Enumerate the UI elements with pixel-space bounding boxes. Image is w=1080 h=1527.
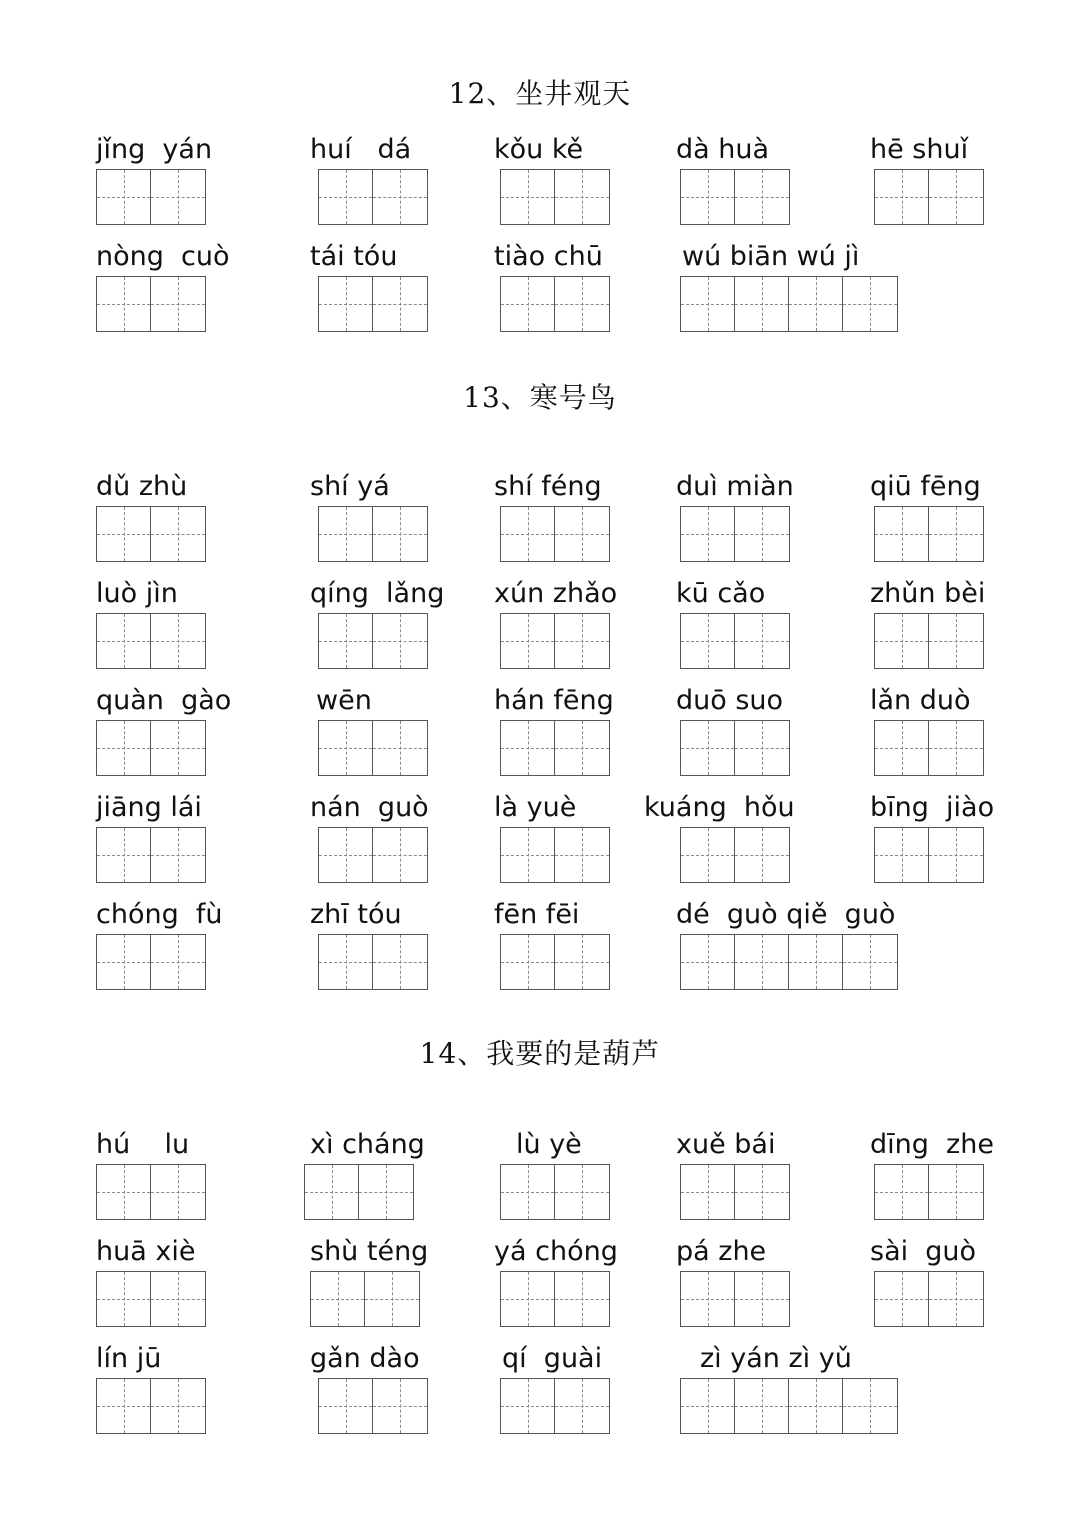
writing-grid[interactable] (318, 506, 428, 562)
writing-grid[interactable] (318, 169, 428, 225)
writing-cell[interactable] (555, 277, 609, 331)
writing-grid[interactable] (680, 1378, 898, 1434)
pinyin-label: shí féng (494, 471, 602, 502)
writing-cell[interactable] (97, 721, 151, 775)
pinyin-label: shù téng (310, 1236, 429, 1267)
writing-cell[interactable] (319, 935, 373, 989)
writing-cell[interactable] (151, 1379, 205, 1433)
writing-grid[interactable] (318, 720, 428, 776)
writing-cell[interactable] (373, 935, 427, 989)
writing-cell[interactable] (501, 1379, 555, 1433)
pinyin-label: qí guài (502, 1343, 603, 1374)
writing-cell[interactable] (373, 614, 427, 668)
pinyin-label: bīng jiào (870, 792, 995, 823)
pinyin-label: wēn (316, 685, 372, 716)
writing-cell[interactable] (151, 1165, 205, 1219)
pinyin-label: tiào chū (494, 241, 603, 272)
writing-cell[interactable] (373, 507, 427, 561)
writing-cell[interactable] (555, 1165, 609, 1219)
writing-cell[interactable] (681, 170, 735, 224)
writing-cell[interactable] (681, 614, 735, 668)
pinyin-label: xì cháng (310, 1129, 425, 1160)
pinyin-label: dé guò qiě guò (676, 899, 896, 930)
writing-cell[interactable] (151, 614, 205, 668)
writing-cell[interactable] (555, 828, 609, 882)
writing-cell[interactable] (97, 935, 151, 989)
pinyin-label: dīng zhe (870, 1129, 994, 1160)
writing-cell[interactable] (501, 170, 555, 224)
writing-cell[interactable] (735, 170, 789, 224)
writing-grid[interactable] (500, 934, 610, 990)
writing-cell[interactable] (501, 614, 555, 668)
writing-cell[interactable] (373, 277, 427, 331)
pinyin-label: qíng lǎng (310, 578, 445, 609)
writing-cell[interactable] (319, 507, 373, 561)
writing-grid[interactable] (96, 506, 206, 562)
writing-cell[interactable] (151, 170, 205, 224)
writing-grid[interactable] (680, 506, 790, 562)
writing-cell[interactable] (501, 1272, 555, 1326)
pinyin-label: zhī tóu (310, 899, 402, 930)
writing-grid[interactable] (874, 169, 984, 225)
pinyin-label: lǎn duò (870, 685, 971, 716)
writing-cell[interactable] (929, 1165, 983, 1219)
writing-cell[interactable] (875, 170, 929, 224)
pinyin-label: dǔ zhù (96, 471, 188, 502)
writing-cell[interactable] (365, 1272, 419, 1326)
pinyin-label: yá chóng (494, 1236, 618, 1267)
writing-cell[interactable] (151, 721, 205, 775)
writing-cell[interactable] (843, 277, 897, 331)
writing-cell[interactable] (681, 828, 735, 882)
pinyin-label: sài guò (870, 1236, 977, 1267)
writing-cell[interactable] (875, 1272, 929, 1326)
writing-grid[interactable] (680, 1164, 790, 1220)
pinyin-label: lù yè (516, 1129, 582, 1160)
writing-grid[interactable] (96, 934, 206, 990)
pinyin-label: zhǔn bèi (870, 578, 986, 609)
writing-grid[interactable] (500, 276, 610, 332)
writing-grid[interactable] (680, 169, 790, 225)
writing-cell[interactable] (875, 721, 929, 775)
pinyin-label: zì yán zì yǔ (700, 1343, 852, 1374)
pinyin-label: jiāng lái (96, 792, 202, 823)
writing-cell[interactable] (319, 721, 373, 775)
writing-cell[interactable] (735, 721, 789, 775)
writing-grid[interactable] (500, 613, 610, 669)
pinyin-label: xuě bái (676, 1129, 776, 1160)
writing-cell[interactable] (151, 935, 205, 989)
writing-cell[interactable] (319, 828, 373, 882)
writing-cell[interactable] (789, 935, 843, 989)
writing-grid[interactable] (500, 720, 610, 776)
writing-grid[interactable] (680, 720, 790, 776)
section-heading: 12、坐井观天 (448, 77, 632, 110)
writing-cell[interactable] (97, 1379, 151, 1433)
writing-cell[interactable] (789, 1379, 843, 1433)
writing-cell[interactable] (319, 277, 373, 331)
writing-cell[interactable] (151, 1272, 205, 1326)
writing-cell[interactable] (875, 1165, 929, 1219)
writing-grid[interactable] (680, 827, 790, 883)
writing-cell[interactable] (311, 1272, 365, 1326)
writing-cell[interactable] (681, 277, 735, 331)
writing-cell[interactable] (555, 614, 609, 668)
writing-grid[interactable] (680, 613, 790, 669)
writing-cell[interactable] (843, 1379, 897, 1433)
pinyin-label: huí dá (310, 134, 412, 165)
writing-cell[interactable] (97, 507, 151, 561)
writing-cell[interactable] (681, 1165, 735, 1219)
writing-cell[interactable] (789, 277, 843, 331)
pinyin-label: hán fēng (494, 685, 614, 716)
writing-cell[interactable] (97, 828, 151, 882)
pinyin-label: chóng fù (96, 899, 223, 930)
writing-cell[interactable] (359, 1165, 413, 1219)
writing-grid[interactable] (318, 1378, 428, 1434)
writing-grid[interactable] (310, 1271, 420, 1327)
writing-grid[interactable] (96, 720, 206, 776)
writing-grid[interactable] (318, 827, 428, 883)
pinyin-label: shí yá (310, 471, 390, 502)
writing-grid[interactable] (500, 1164, 610, 1220)
writing-grid[interactable] (500, 1378, 610, 1434)
writing-cell[interactable] (501, 277, 555, 331)
writing-grid[interactable] (96, 1271, 206, 1327)
pinyin-label: xún zhǎo (494, 578, 618, 609)
writing-grid[interactable] (96, 1164, 206, 1220)
pinyin-label: fēn fēi (494, 899, 580, 930)
writing-cell[interactable] (501, 828, 555, 882)
writing-cell[interactable] (681, 507, 735, 561)
writing-cell[interactable] (735, 828, 789, 882)
pinyin-label: kū cǎo (676, 578, 766, 609)
writing-cell[interactable] (373, 170, 427, 224)
pinyin-label: là yuè (494, 792, 577, 823)
pinyin-label: luò jìn (96, 578, 178, 609)
writing-grid[interactable] (874, 613, 984, 669)
pinyin-label: huā xiè (96, 1236, 196, 1267)
writing-cell[interactable] (555, 935, 609, 989)
writing-grid[interactable] (680, 1271, 790, 1327)
pinyin-label: duì miàn (676, 471, 794, 502)
writing-grid[interactable] (304, 1164, 414, 1220)
writing-grid[interactable] (318, 934, 428, 990)
pinyin-label: wú biān wú jì (682, 241, 860, 272)
writing-cell[interactable] (555, 507, 609, 561)
writing-cell[interactable] (681, 1272, 735, 1326)
writing-cell[interactable] (501, 935, 555, 989)
pinyin-label: tái tóu (310, 241, 398, 272)
writing-cell[interactable] (875, 507, 929, 561)
writing-cell[interactable] (151, 277, 205, 331)
pinyin-label: hē shuǐ (870, 134, 969, 165)
writing-cell[interactable] (929, 507, 983, 561)
writing-cell[interactable] (151, 828, 205, 882)
writing-cell[interactable] (555, 170, 609, 224)
writing-cell[interactable] (555, 721, 609, 775)
pinyin-label: qiū fēng (870, 471, 981, 502)
pinyin-label: dà huà (676, 134, 770, 165)
pinyin-label: duō suo (676, 685, 784, 716)
pinyin-label: nòng cuò (96, 241, 230, 272)
section-heading: 14、我要的是葫芦 (419, 1037, 661, 1070)
writing-cell[interactable] (929, 721, 983, 775)
writing-grid[interactable] (874, 1271, 984, 1327)
pinyin-label: gǎn dào (310, 1343, 420, 1374)
writing-cell[interactable] (151, 507, 205, 561)
writing-cell[interactable] (501, 507, 555, 561)
writing-grid[interactable] (500, 1271, 610, 1327)
writing-grid[interactable] (500, 169, 610, 225)
writing-grid[interactable] (96, 827, 206, 883)
writing-cell[interactable] (97, 1272, 151, 1326)
writing-cell[interactable] (929, 828, 983, 882)
writing-cell[interactable] (735, 935, 789, 989)
writing-cell[interactable] (555, 1379, 609, 1433)
writing-cell[interactable] (305, 1165, 359, 1219)
writing-grid[interactable] (874, 506, 984, 562)
writing-cell[interactable] (875, 828, 929, 882)
writing-grid[interactable] (318, 276, 428, 332)
writing-cell[interactable] (319, 1379, 373, 1433)
writing-cell[interactable] (735, 1165, 789, 1219)
pinyin-label: quàn gào (96, 685, 232, 716)
pinyin-label: kǒu kě (494, 134, 584, 165)
writing-cell[interactable] (735, 277, 789, 331)
writing-grid[interactable] (96, 613, 206, 669)
writing-cell[interactable] (929, 170, 983, 224)
writing-cell[interactable] (843, 935, 897, 989)
writing-cell[interactable] (501, 721, 555, 775)
pinyin-label: jǐng yán (96, 134, 213, 165)
writing-grid[interactable] (500, 506, 610, 562)
writing-grid[interactable] (874, 720, 984, 776)
pinyin-label: nán guò (310, 792, 429, 823)
writing-cell[interactable] (319, 170, 373, 224)
pinyin-label: kuáng hǒu (644, 792, 795, 823)
writing-cell[interactable] (319, 614, 373, 668)
section-heading: 13、寒号鸟 (463, 381, 617, 414)
writing-cell[interactable] (555, 1272, 609, 1326)
writing-cell[interactable] (681, 721, 735, 775)
writing-grid[interactable] (874, 827, 984, 883)
writing-cell[interactable] (501, 1165, 555, 1219)
writing-cell[interactable] (97, 614, 151, 668)
writing-grid[interactable] (500, 827, 610, 883)
writing-grid[interactable] (680, 934, 898, 990)
writing-cell[interactable] (97, 277, 151, 331)
pinyin-label: hú lu (96, 1129, 190, 1160)
writing-cell[interactable] (929, 1272, 983, 1326)
writing-cell[interactable] (875, 614, 929, 668)
writing-cell[interactable] (97, 170, 151, 224)
writing-cell[interactable] (929, 614, 983, 668)
writing-cell[interactable] (373, 721, 427, 775)
writing-cell[interactable] (735, 507, 789, 561)
writing-grid[interactable] (96, 169, 206, 225)
writing-cell[interactable] (681, 1379, 735, 1433)
writing-cell[interactable] (735, 1379, 789, 1433)
writing-cell[interactable] (681, 935, 735, 989)
writing-cell[interactable] (373, 1379, 427, 1433)
writing-cell[interactable] (735, 614, 789, 668)
writing-grid[interactable] (318, 613, 428, 669)
writing-grid[interactable] (96, 276, 206, 332)
pinyin-label: pá zhe (676, 1236, 767, 1267)
writing-grid[interactable] (680, 276, 898, 332)
writing-grid[interactable] (96, 1378, 206, 1434)
writing-grid[interactable] (874, 1164, 984, 1220)
writing-cell[interactable] (97, 1165, 151, 1219)
pinyin-label: lín jū (96, 1343, 162, 1374)
writing-cell[interactable] (735, 1272, 789, 1326)
writing-cell[interactable] (373, 828, 427, 882)
